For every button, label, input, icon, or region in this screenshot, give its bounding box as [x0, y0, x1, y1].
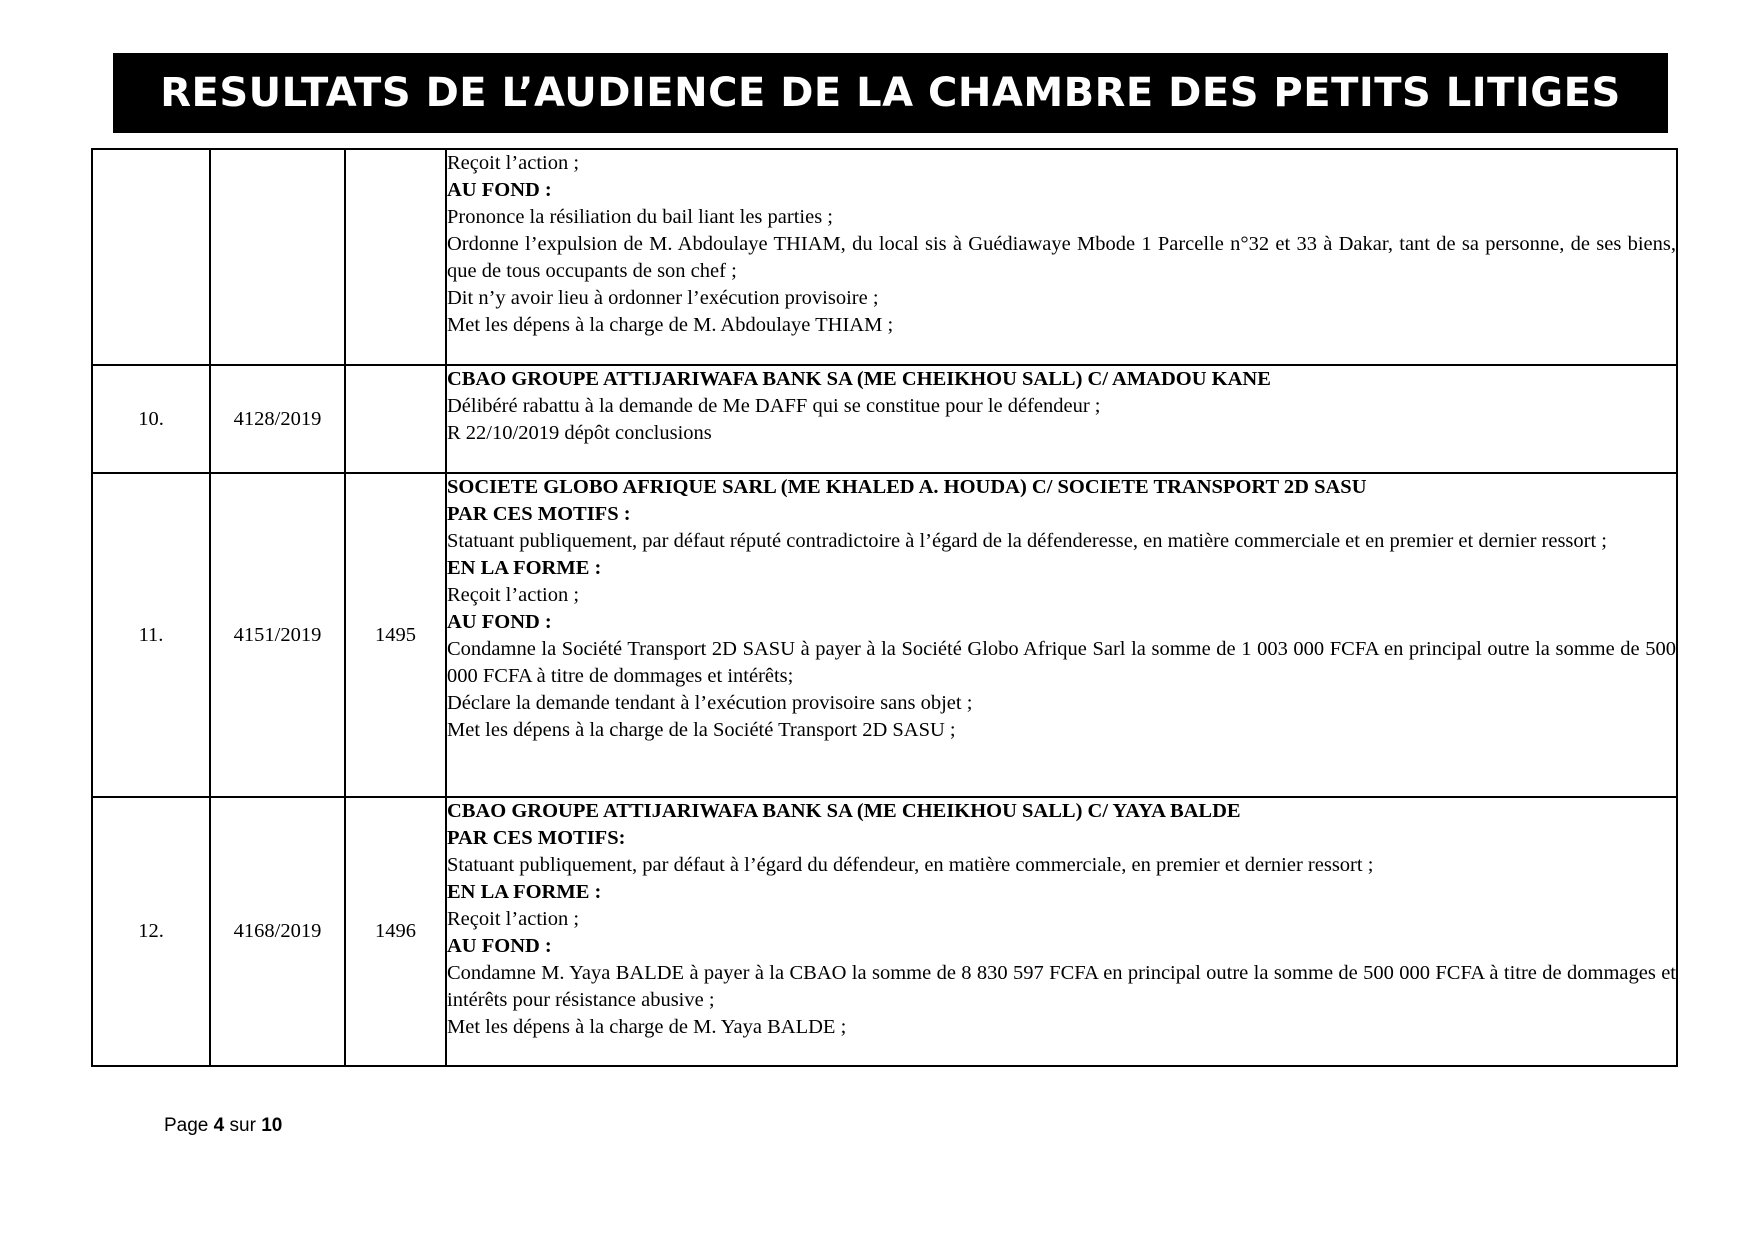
ruling-line: Ordonne l’expulsion de M. Abdoulaye THIAM, du local sis à Guédiawaye Mbode 1 Parcelle n°32 et 33 à Dakar, tant de sa personne, de ses biens, que de tous occupants de son chef ; — [447, 233, 1676, 282]
role-number-cell — [210, 149, 345, 365]
ruling-line: Reçoit l’action ; — [447, 584, 580, 606]
ruling-line: Condamne M. Yaya BALDE à payer à la CBAO la somme de 8 830 597 FCFA en principal outre la somme de 500 000 FCFA à titre de dommages et intérêts pour résistance abusive ; — [447, 962, 1676, 1011]
role-number-cell: 4168/2019 — [210, 797, 345, 1066]
ruling-heading: EN LA FORME : — [447, 881, 602, 903]
page-word: Page — [164, 1115, 209, 1136]
ruling-heading: PAR CES MOTIFS : — [447, 503, 631, 525]
ruling-heading: EN LA FORME : — [447, 557, 602, 579]
case-parties: SOCIETE GLOBO AFRIQUE SARL (ME KHALED A. HOUDA) C/ SOCIETE TRANSPORT 2D SASU — [447, 476, 1367, 498]
ruling-line: Condamne la Société Transport 2D SASU à payer à la Société Globo Afrique Sarl la somme de 1 003 000 FCFA en principal outre la somme de 500 000 FCFA à titre de dommages et intérêts; — [447, 638, 1676, 687]
case-parties: CBAO GROUPE ATTIJARIWAFA BANK SA (ME CHEIKHOU SALL) C/ YAYA BALDE — [447, 800, 1241, 822]
ruling-line: Met les dépens à la charge de M. Yaya BALDE ; — [447, 1016, 847, 1038]
role-number-cell: 4151/2019 — [210, 473, 345, 797]
ruling-text-cell — [446, 473, 1677, 797]
ruling-line: Dit n’y avoir lieu à ordonner l’exécution provisoire ; — [447, 287, 879, 309]
ruling-heading: AU FOND : — [447, 179, 552, 201]
table-row — [92, 797, 1677, 1066]
ruling-line: Reçoit l’action ; — [447, 152, 580, 174]
ruling-line: Statuant publiquement, par défaut réputé contradictoire à l’égard de la défenderesse, en matière commerciale et en premier et dernier ressort ; — [447, 530, 1607, 552]
page-current: 4 — [213, 1115, 225, 1136]
page-footer — [164, 1115, 282, 1137]
table-row — [92, 473, 1677, 797]
page-total: 10 — [261, 1115, 283, 1136]
ruling-text-cell — [446, 149, 1677, 365]
judgment-number-cell: 1496 — [345, 797, 446, 1066]
page-title: RESULTATS DE L’AUDIENCE DE LA CHAMBRE DES PETITS LITIGES — [160, 70, 1621, 116]
ruling-line: Reçoit l’action ; — [447, 908, 580, 930]
ruling-line: Met les dépens à la charge de M. Abdoulaye THIAM ; — [447, 314, 894, 336]
table-row — [92, 149, 1677, 365]
case-number-cell — [92, 149, 210, 365]
case-number-cell: 12. — [92, 797, 210, 1066]
judgment-number-cell — [345, 365, 446, 473]
of-word: sur — [229, 1115, 256, 1136]
ruling-heading: PAR CES MOTIFS: — [447, 827, 626, 849]
ruling-line: Met les dépens à la charge de la Société Transport 2D SASU ; — [447, 719, 956, 741]
ruling-line: Prononce la résiliation du bail liant les parties ; — [447, 206, 833, 228]
judgment-number-cell: 1495 — [345, 473, 446, 797]
case-parties: CBAO GROUPE ATTIJARIWAFA BANK SA (ME CHEIKHOU SALL) C/ AMADOU KANE — [447, 368, 1271, 390]
ruling-line: Délibéré rabattu à la demande de Me DAFF qui se constitue pour le défendeur ; — [447, 395, 1101, 417]
ruling-text-cell — [446, 365, 1677, 473]
ruling-heading: AU FOND : — [447, 611, 552, 633]
ruling-line: Déclare la demande tendant à l’exécution provisoire sans objet ; — [447, 692, 973, 714]
role-number-cell: 4128/2019 — [210, 365, 345, 473]
ruling-heading: AU FOND : — [447, 935, 552, 957]
table-row — [92, 365, 1677, 473]
title-banner — [113, 53, 1668, 133]
ruling-text-cell — [446, 797, 1677, 1066]
case-number-cell: 11. — [92, 473, 210, 797]
judgment-number-cell — [345, 149, 446, 365]
ruling-line: R 22/10/2019 dépôt conclusions — [447, 422, 712, 444]
case-number-cell: 10. — [92, 365, 210, 473]
rulings-table — [91, 148, 1678, 1067]
ruling-line: Statuant publiquement, par défaut à l’égard du défendeur, en matière commerciale, en premier et dernier ressort ; — [447, 854, 1374, 876]
